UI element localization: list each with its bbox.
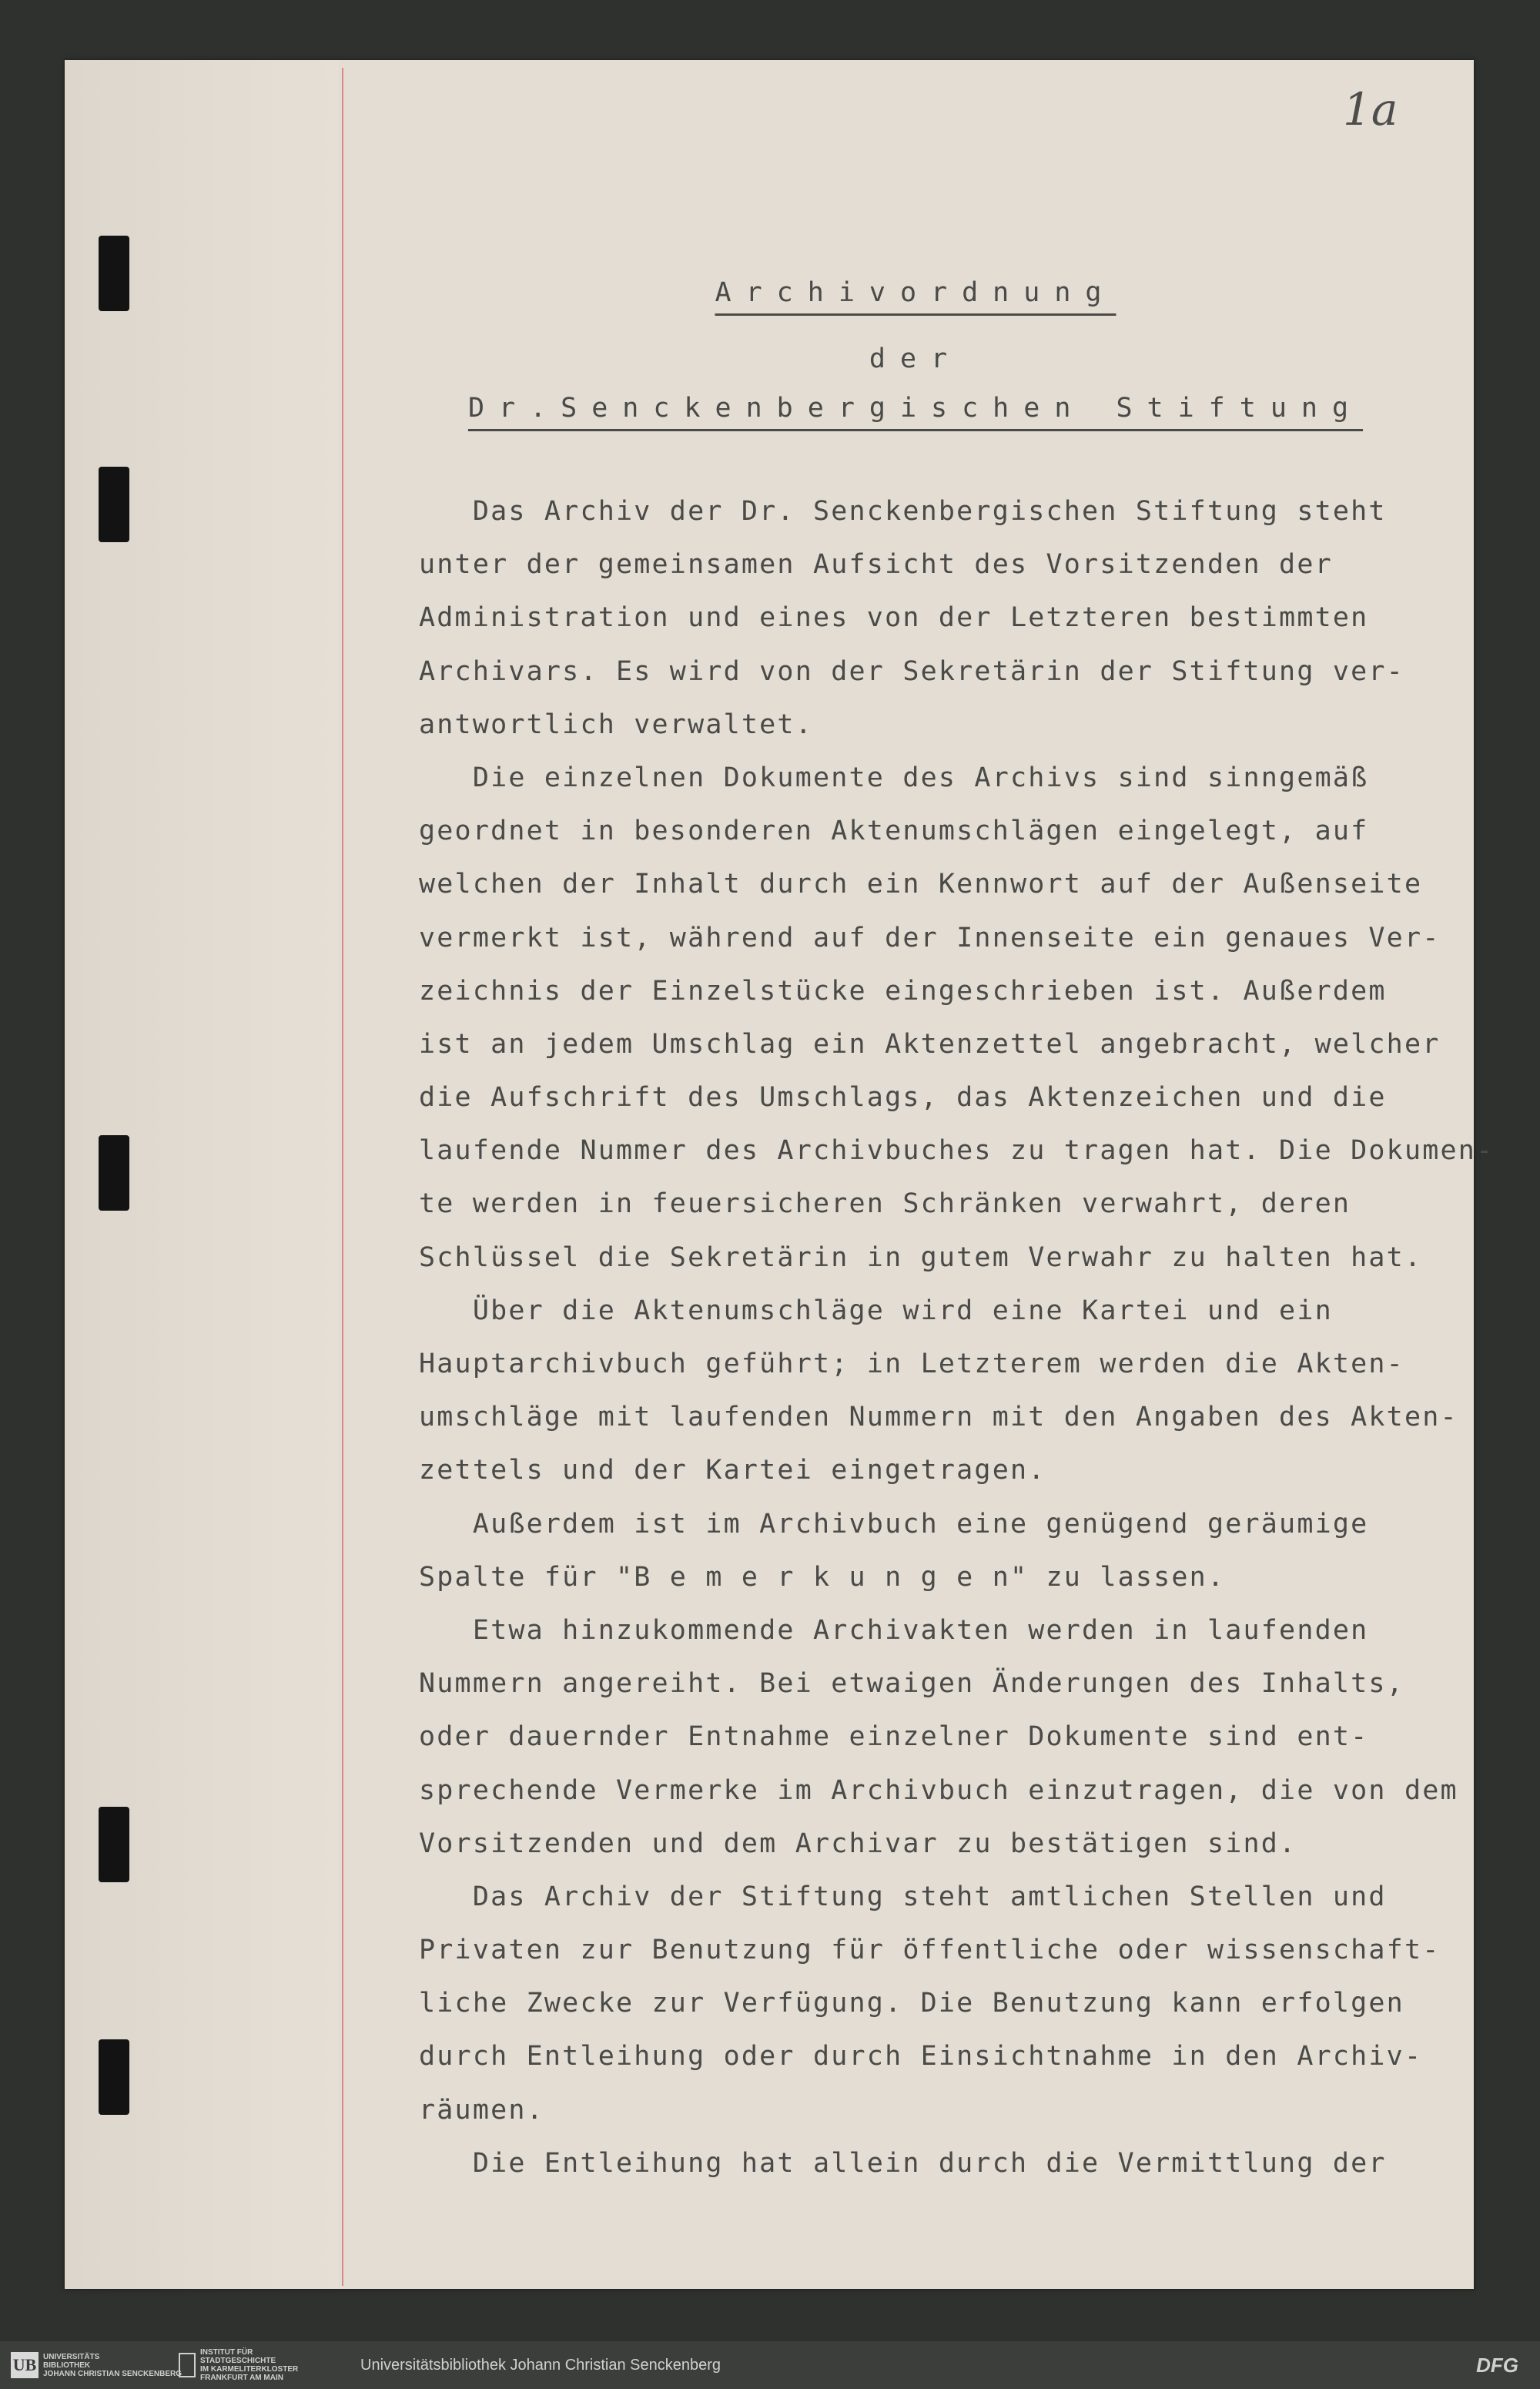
body-line: Privaten zur Benutzung für öffentliche oder wissenschaft- xyxy=(419,1935,1441,1966)
body-line: ist an jedem Umschlag ein Aktenzettel angebracht, welcher xyxy=(419,1028,1441,1060)
body-line: Administration und eines von der Letzteren bestimmten xyxy=(419,602,1369,634)
body-line: die Aufschrift des Umschlags, das Aktenzeichen und die xyxy=(419,1082,1387,1114)
body-line: Das Archiv der Dr. Senckenbergischen Stiftung steht xyxy=(419,496,1387,527)
body-line: te werden in feuersicheren Schränken verwahrt, deren xyxy=(419,1188,1351,1220)
body-line: Hauptarchivbuch geführt; in Letzterem werden die Akten- xyxy=(419,1349,1404,1379)
document-title: Archivordnung xyxy=(715,277,1116,308)
institute-logo-text: INSTITUT FÜR STADTGESCHICHTE IM KARMELITERKLOSTER FRANKFURT AM MAIN xyxy=(200,2348,299,2382)
body-line: welchen der Inhalt durch ein Kennwort auf der Außenseite xyxy=(419,869,1423,900)
footer-bar xyxy=(0,2341,1540,2389)
punch-hole xyxy=(99,1807,129,1882)
body-line: räumen. xyxy=(419,2094,544,2126)
dfg-logo: DFG xyxy=(1476,2354,1518,2377)
body-line: Das Archiv der Stiftung steht amtlichen Stellen und xyxy=(419,1881,1387,1912)
body-line: antwortlich verwaltet. xyxy=(419,709,813,740)
body-line: Vorsitzenden und dem Archivar zu bestätigen sind. xyxy=(419,1828,1297,1859)
body-line: Schlüssel die Sekretärin in gutem Verwahr zu halten hat. xyxy=(419,1241,1423,1273)
ub-logo-text: UNIVERSITÄTS BIBLIOTHEK JOHANN CHRISTIAN SENCKENBERG xyxy=(43,2352,182,2378)
body-line: Außerdem ist im Archivbuch eine genügend geräumige xyxy=(419,1508,1369,1540)
body-line: laufende Nummer des Archivbuches zu tragen hat. Die Dokumen- xyxy=(419,1135,1495,1167)
body-line: Nummern angereiht. Bei etwaigen Änderungen des Inhalts, xyxy=(419,1668,1404,1700)
ub-logo-mark: UB xyxy=(11,2352,38,2378)
institute-logo-mark xyxy=(179,2353,196,2377)
body-line: oder dauernder Entnahme einzelner Dokumente sind ent- xyxy=(419,1721,1369,1753)
document-subtitle-connector: der xyxy=(869,343,962,374)
body-line: durch Entleihung oder durch Einsichtnahme in den Archiv- xyxy=(419,2041,1423,2072)
footer-credit: Universitätsbibliothek Johann Christian Senckenberg xyxy=(360,2357,721,2374)
body-line: liche Zwecke zur Verfügung. Die Benutzung kann erfolgen xyxy=(419,1988,1404,2019)
body-line: zettels und der Kartei eingetragen. xyxy=(419,1455,1046,1486)
body-line: vermerkt ist, während auf der Innenseite ein genaues Ver- xyxy=(419,922,1441,953)
body-line: Etwa hinzukommende Archivakten werden in laufenden xyxy=(419,1614,1369,1646)
body-line: unter der gemeinsamen Aufsicht des Vorsitzenden der xyxy=(419,549,1333,581)
body-line: Archivars. Es wird von der Sekretärin der Stiftung ver- xyxy=(419,655,1404,687)
document-body xyxy=(419,485,1494,2190)
document-page xyxy=(65,60,1495,2289)
body-line: zeichnis der Einzelstücke eingeschrieben ist. Außerdem xyxy=(419,975,1387,1007)
punch-hole xyxy=(99,1135,129,1211)
ub-logo xyxy=(11,2352,182,2378)
punch-hole xyxy=(99,2039,129,2115)
body-line: Spalte für "B e m e r k u n g e n" zu lassen. xyxy=(419,1561,1226,1593)
folio-number: 1a xyxy=(1343,83,1398,136)
body-line: Die einzelnen Dokumente des Archivs sind sinngemäß xyxy=(419,762,1369,793)
institute-logo xyxy=(179,2348,299,2382)
body-line: umschläge mit laufenden Nummern mit den Angaben des Akten- xyxy=(419,1402,1458,1433)
body-line: Über die Aktenumschläge wird eine Kartei und ein xyxy=(419,1295,1333,1326)
punch-hole xyxy=(99,236,129,311)
document-subtitle: Dr.Senckenbergischen Stiftung xyxy=(467,393,1364,424)
body-line: sprechende Vermerke im Archivbuch einzutragen, die von dem xyxy=(419,1774,1458,1806)
punch-hole xyxy=(99,467,129,542)
body-line: geordnet in besonderen Aktenumschlägen eingelegt, auf xyxy=(419,816,1369,847)
body-line: Die Entleihung hat allein durch die Vermittlung der xyxy=(419,2147,1387,2179)
